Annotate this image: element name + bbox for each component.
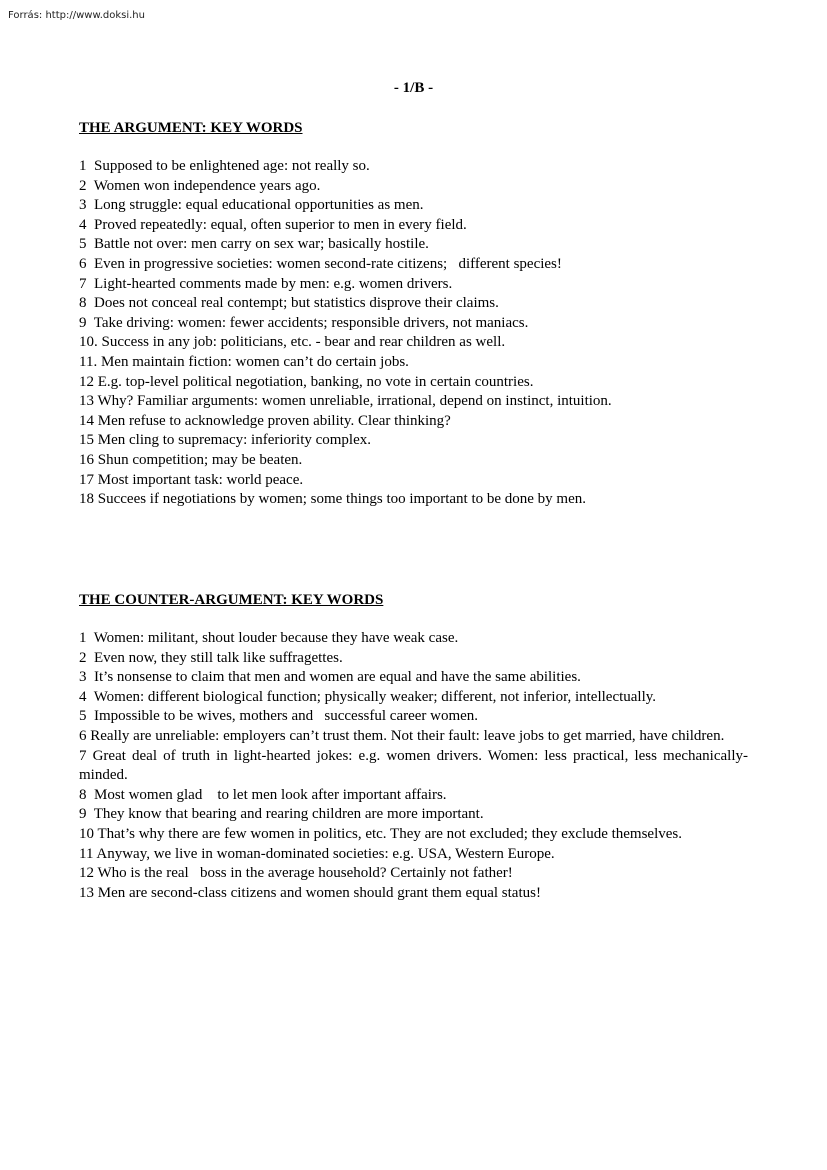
counter-argument-list bbox=[79, 629, 748, 903]
list-item: 9 They know that bearing and rearing children are more important. bbox=[79, 806, 484, 823]
page-number: - 1/B - bbox=[393, 80, 434, 96]
list-item: 14 Men refuse to acknowledge proven ability. Clear thinking? bbox=[79, 412, 451, 429]
list-item: 6 Even in progressive societies: women second-rate citizens; different species! bbox=[79, 255, 562, 272]
list-item: 1 Supposed to be enlightened age: not really so. bbox=[79, 158, 370, 174]
list-item: 12 E.g. top-level political negotiation, banking, no vote in certain countries. bbox=[79, 373, 534, 390]
list-item: 10. Success in any job: politicians, etc. - bear and rear children as well. bbox=[79, 334, 506, 351]
argument-list bbox=[79, 157, 748, 510]
source-note: Forrás: http://www.doksi.hu bbox=[8, 10, 145, 21]
list-item: 17 Most important task: world peace. bbox=[79, 471, 304, 488]
list-item: 13 Men are second-class citizens and women should grant them equal status! bbox=[79, 884, 541, 901]
list-item: 5 Battle not over: men carry on sex war; basically hostile. bbox=[79, 236, 429, 253]
list-item: 11 Anyway, we live in woman-dominated societies: e.g. USA, Western Europe. bbox=[79, 845, 555, 862]
list-item: 9 Take driving: women: fewer accidents; responsible drivers, not maniacs. bbox=[79, 314, 529, 331]
argument-heading: THE ARGUMENT: KEY WORDS bbox=[79, 120, 303, 136]
list-item: 3 Long struggle: equal educational opportunities as men. bbox=[79, 197, 424, 214]
list-item: 8 Most women glad to let men look after important affairs. bbox=[79, 786, 447, 803]
list-item: 1 Women: militant, shout louder because they have weak case. bbox=[79, 630, 459, 646]
list-item: 2 Even now, they still talk like suffragettes. bbox=[79, 649, 343, 666]
list-item: 18 Succees if negotiations by women; some things too important to be done by men. bbox=[79, 491, 587, 508]
list-item: 6 Really are unreliable: employers can’t trust them. Not their fault: leave jobs to get married, have children. bbox=[79, 727, 725, 744]
list-item: 10 That’s why there are few women in politics, etc. They are not excluded; they exclude themselves. bbox=[79, 825, 683, 842]
list-item: 16 Shun competition; may be beaten. bbox=[79, 451, 303, 468]
list-item: 11. Men maintain fiction: women can’t do certain jobs. bbox=[79, 353, 409, 370]
list-item: 4 Women: different biological function; physically weaker; different, not inferior, intellectually. bbox=[79, 688, 657, 705]
list-item: 15 Men cling to supremacy: inferiority complex. bbox=[79, 432, 372, 449]
argument-section bbox=[79, 118, 748, 510]
list-item: 7 Great deal of truth in light-hearted jokes: e.g. women drivers. Women: less practical, less mechanically-minded. bbox=[79, 747, 748, 784]
counter-argument-section bbox=[79, 590, 748, 903]
counter-argument-heading: THE COUNTER-ARGUMENT: KEY WORDS bbox=[79, 592, 384, 608]
list-item: 13 Why? Familiar arguments: women unreliable, irrational, depend on instinct, intuition. bbox=[79, 393, 612, 410]
list-item: 5 Impossible to be wives, mothers and successful career women. bbox=[79, 708, 479, 725]
list-item: 2 Women won independence years ago. bbox=[79, 177, 321, 194]
list-item: 12 Who is the real boss in the average household? Certainly not father! bbox=[79, 865, 513, 882]
list-item: 7 Light-hearted comments made by men: e.g. women drivers. bbox=[79, 275, 453, 292]
list-item: 4 Proved repeatedly: equal, often superior to men in every field. bbox=[79, 216, 467, 233]
list-item: 8 Does not conceal real contempt; but statistics disprove their claims. bbox=[79, 295, 499, 312]
list-item: 3 It’s nonsense to claim that men and women are equal and have the same abilities. bbox=[79, 669, 581, 686]
